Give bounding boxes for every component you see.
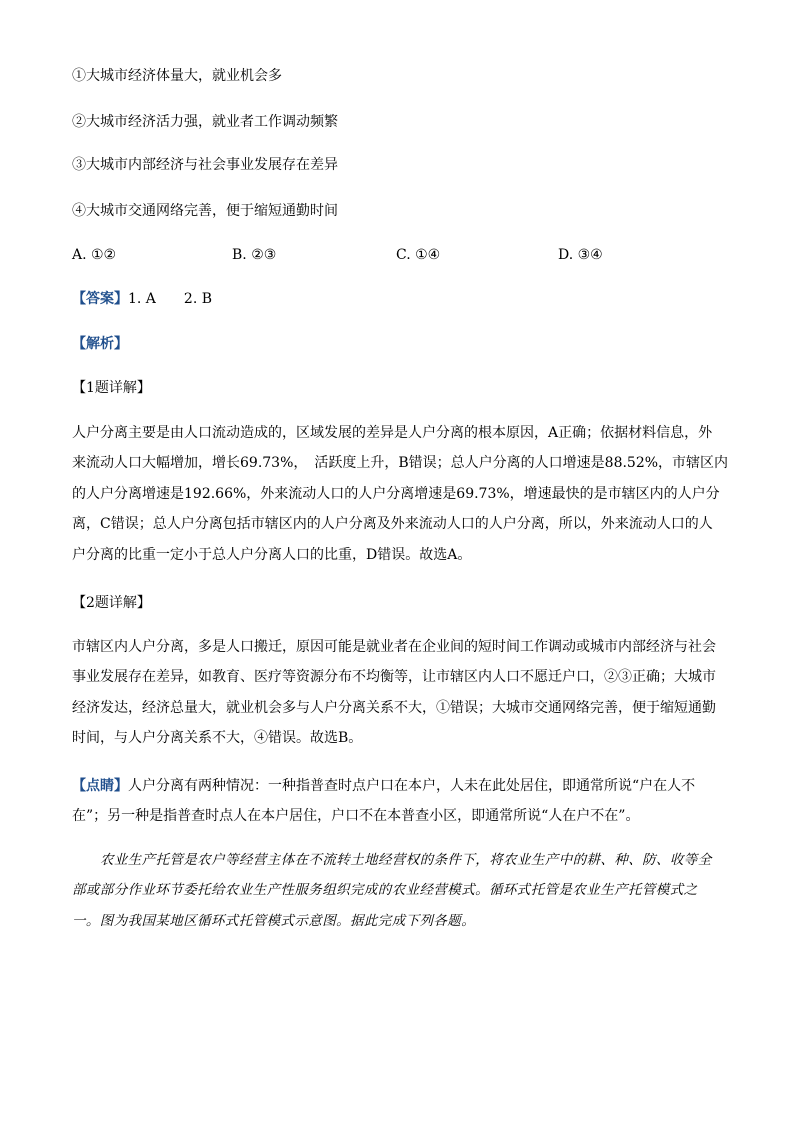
statement-2: ②大城市经济活力强，就业者工作调动频繁 bbox=[72, 114, 338, 130]
q1-heading: 【1题详解】 bbox=[72, 380, 151, 396]
q2-line-4: 时间，与人户分离关系不大，④错误。故选B。 bbox=[72, 730, 363, 747]
q2-heading: 【2题详解】 bbox=[72, 595, 151, 611]
statement-1: ①大城市经济体量大，就业机会多 bbox=[72, 68, 282, 84]
option-c: C. ①④ bbox=[396, 247, 441, 263]
comment-label: 【点睛】 bbox=[72, 778, 128, 794]
answer-line bbox=[72, 292, 212, 306]
q2-explanation bbox=[72, 632, 724, 754]
q2-line-3: 经济发达，经济总量大，就业机会多与人户分离关系不大，①错误；大城市交通网络完善，便于缩短通勤 bbox=[72, 699, 716, 716]
q2-line-2: 事业发展存在差异，如教育、医疗等资源分布不均衡等，让市辖区内人口不愿迁户口，②③正确；大城市 bbox=[72, 669, 716, 686]
statement-4: ④大城市交通网络完善，便于缩短通勤时间 bbox=[72, 203, 338, 219]
option-d: D. ③④ bbox=[558, 247, 603, 263]
q1-line-2: 来流动人口大幅增加，增长69.73%， 活跃度上升，B错误；总人户分离的人口增速是88.52%，市辖区内 bbox=[72, 455, 729, 472]
answer-text: 1. A 2. B bbox=[128, 291, 213, 307]
comment-line-1: 人户分离有两种情况：一种指普查时点户口在本户，人未在此处居住，即通常所说“户在人不 bbox=[128, 778, 696, 794]
comment-line-2: 在”；另一种是指普查时点人在本户居住，户口不在本普查小区，即通常所说“人在户不在”。 bbox=[72, 808, 640, 825]
answer-label: 【答案】 bbox=[72, 291, 128, 307]
intro-line-2: 部或部分作业环节委托给农业生产性服务组织完成的农业经营模式。循环式托管是农业生产托管模式之 bbox=[72, 882, 698, 899]
q1-line-4: 离，C错误；总人户分离包括市辖区内的人户分离及外来流动人口的人户分离，所以，外来流动人口的人 bbox=[72, 516, 713, 533]
next-question-intro bbox=[72, 845, 728, 936]
intro-line-1: 农业生产托管是农户等经营主体在不流转土地经营权的条件下，将农业生产中的耕、种、防、收等全 bbox=[100, 852, 712, 868]
q1-line-1: 人户分离主要是由人口流动造成的，区域发展的差异是人户分离的根本原因，A正确；依据材料信息，外 bbox=[72, 425, 713, 441]
q1-line-5: 户分离的比重一定小于总人户分离人口的比重，D错误。故选A。 bbox=[72, 546, 472, 563]
q1-line-3: 的人户分离增速是192.66%，外来流动人口的人户分离增速是69.73%，增速最快的是市辖区内的人户分 bbox=[72, 485, 720, 502]
option-a: A. ①② bbox=[72, 247, 117, 263]
option-b: B. ②③ bbox=[232, 247, 277, 263]
q1-explanation bbox=[72, 418, 729, 570]
statement-3: ③大城市内部经济与社会事业发展存在差异 bbox=[72, 157, 338, 173]
intro-line-3: 一。图为我国某地区循环式托管模式示意图。据此完成下列各题。 bbox=[72, 912, 476, 929]
q2-line-1: 市辖区内人户分离，多是人口搬迁，原因可能是就业者在企业间的短时间工作调动或城市内部经济与社会 bbox=[72, 639, 716, 655]
answer-options bbox=[72, 247, 724, 265]
comment-block bbox=[72, 771, 724, 832]
analysis-label: 【解析】 bbox=[72, 336, 128, 352]
